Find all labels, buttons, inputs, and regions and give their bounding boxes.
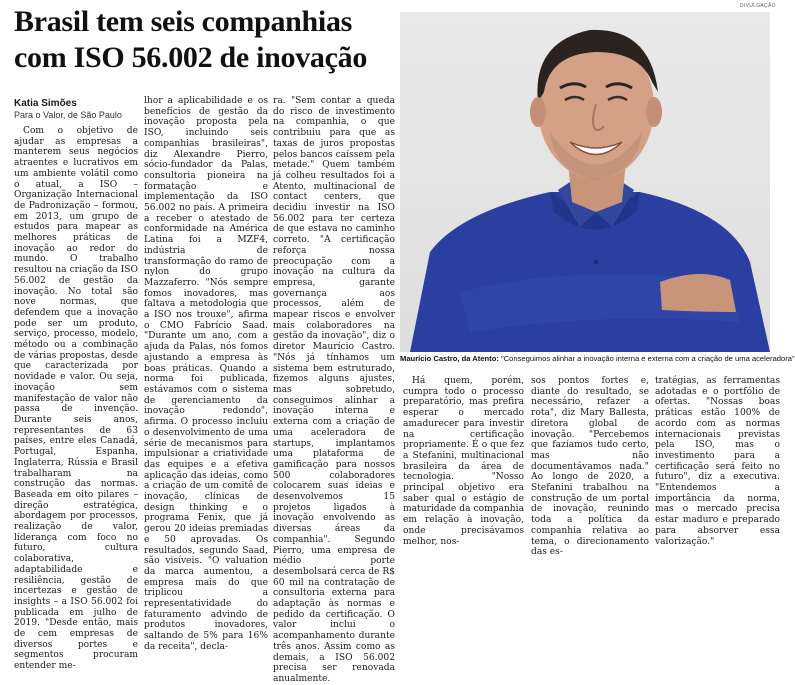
article-text: tratégias, as ferramentas adotadas e o portfólio de ofertas. "Nossas boas práticas estão 100% de acordo com as normas internacionais previstas pela ISO, mas o investimento para a certificação será feito no futuro", diz a executiva. "Entendemos a importância da norma, mas o mercado precisa estar maduro e preparado para absorver essa valorização."	[655, 376, 780, 547]
article-text: ra. "Sem contar a queda do risco de investimento na companhia, o que contribuiu para que as taxas de juros propostas pelos bancos caíssem pela metade." Quem também já colheu resultados foi a Atento, multinacional de contact centers, que decidiu investir na ISO 56.002 para ter certeza de que estava no caminho correto. "A certificação reforça nossa preocupação com a inovação na cultura da empresa, garante governança aos processos, além de mapear riscos e envolver mais colaboradores na gestão da inovação", diz o diretor Maurício Castro. "Nós já tínhamos um sistema bem estruturado, fizemos alguns ajustes, mas sobretudo, conseguimos alinhar a inovação interna e externa com a criação de uma aceleradora de startups, implantamos uma plataforma de gamificação para nossos 500 colaboradores colocarem suas ideias e desenvolvemos 15 projetos ligados à inovação envolvendo as diversas áreas da companhia". Segundo Pierro, uma empresa de médio porte desembolsará cerca de R$ 60 mil na contratação de consultoria externa para adaptação às normas e pedido da certificação. O valor inclui o acompanhamento durante três anos. Assim como as demais, a ISO 56.002 precisa ser renovada anualmente.	[273, 96, 395, 684]
byline-author: Katia Simões	[14, 98, 77, 109]
article-text: sos pontos fortes e, diante do resultado, se necessário, refazer a rota", diz Mary Ballesta, diretora global de inovação. "Percebemos que fazíamos tudo certo, mas não documentávamos nada." Ao longo de 2020, a Stefanini trabalhou na construção de um portal de inovação, reunindo toda a política da companhia relativa ao tema, o direcionamento das es-	[531, 376, 649, 558]
headline: Brasil tem seis companhias com ISO 56.002 de inovação	[14, 5, 368, 74]
article-text: Há quem, porém, cumpra todo o processo preparatório, mas prefira esperar o mercado amadurecer para investir na certificação propriamente. É o que fez a Stefanini, multinacional brasileira da área de tecnologia. "Nosso principal objetivo era saber qual o estágio de maturidade da companhia em relação à inovação, onde precisávamos melhor, nos-	[403, 376, 524, 547]
caption-name: Maurício Castro, da Atento:	[400, 354, 499, 363]
photo-caption	[400, 354, 795, 364]
byline-outlet: Para o Valor, de São Paulo	[14, 110, 122, 120]
article-text: Com o objetivo de ajudar as empresas a manterem seus negócios atraentes e lucrativos em um ambiente volátil como o atual, a ISO – Organização Internacional de Padronização – formou, em 2013, um grupo de estudos para mapear as melhores práticas de inovação ao redor do mundo. O trabalho resultou na criação da ISO 56.002 de gestão da inovação. No total são nove normas, que defendem que a inovação pode ser um produto, serviço, processo, modelo, método ou a combinação de várias propostas, desde que caracterizada por novidade e valor. Ou seja, inovação sem manifestação de valor não passa de invenção. Durante seis anos, representantes de 63 países, entre eles Canadá, Portugal, Espanha, Inglaterra, Rússia e Brasil trabalharam na construção das normas. Baseada em oito pilares – direção estratégica, abordagem por processos, realização de valor, liderança com foco no futuro, cultura colaborativa, adaptabilidade e resiliência, gestão de incertezas e gestão de insights – a ISO 56.002 foi publicada em julho de 2019. "Desde então, mais de cem empresas de diversos portes e segmentos procuram entender me-	[14, 126, 138, 672]
caption-quote: "Conseguimos alinhar a inovação interna e externa com a criação de uma aceleradora"	[501, 354, 795, 363]
photo-credit: DIVULGAÇÃO	[740, 3, 776, 9]
article-column-4	[403, 376, 524, 547]
article-column-6	[655, 376, 780, 547]
portrait-illustration	[400, 12, 770, 352]
article-text: lhor a aplicabilidade e os benefícios de gestão da inovação proposta pela ISO, incluindo seis companhias brasileiras", diz Alexandre Pierro, sócio-fundador da Palas, consultoria pioneira na formatação e implementação da ISO 56.002 no país. A primeira a receber o atestado de conformidade na América Latina foi a MZF4, indústria de transformação do ramo de nylon do grupo Mazzaferro. "Nós sempre fomos inovadores, mas faltava a metodologia que a ISO nos trouxe", afirma o CMO Fabrício Saad. "Durante um ano, com a ajuda da Palas, nós fomos ajustando a empresa às boas práticas. Quando a norma foi publicada, estávamos com o sistema de gerenciamento da inovação redondo", afirma. O processo incluiu o desenvolvimento de uma série de mecanismos para impulsionar a criatividade das equipes e a efetiva aplicação das ideias, como a criação de um comitê de inovação, clínicas de design thinking e o programa Fenix, que já gerou 20 ideias premiadas e 50 aprovadas. Os resultados, segundo Saad, são visíveis. "O valuation da marca aumentou, a empresa mais do que triplicou a representatividade do faturamento advindo de produtos inovadores, saltando de 5% para 16% da receita", decla-	[144, 96, 268, 652]
photo-portrait	[400, 12, 770, 352]
article-column-3	[273, 96, 395, 684]
article-column-5	[531, 376, 649, 558]
article-column-1	[14, 126, 138, 672]
article-column-2	[144, 96, 268, 652]
